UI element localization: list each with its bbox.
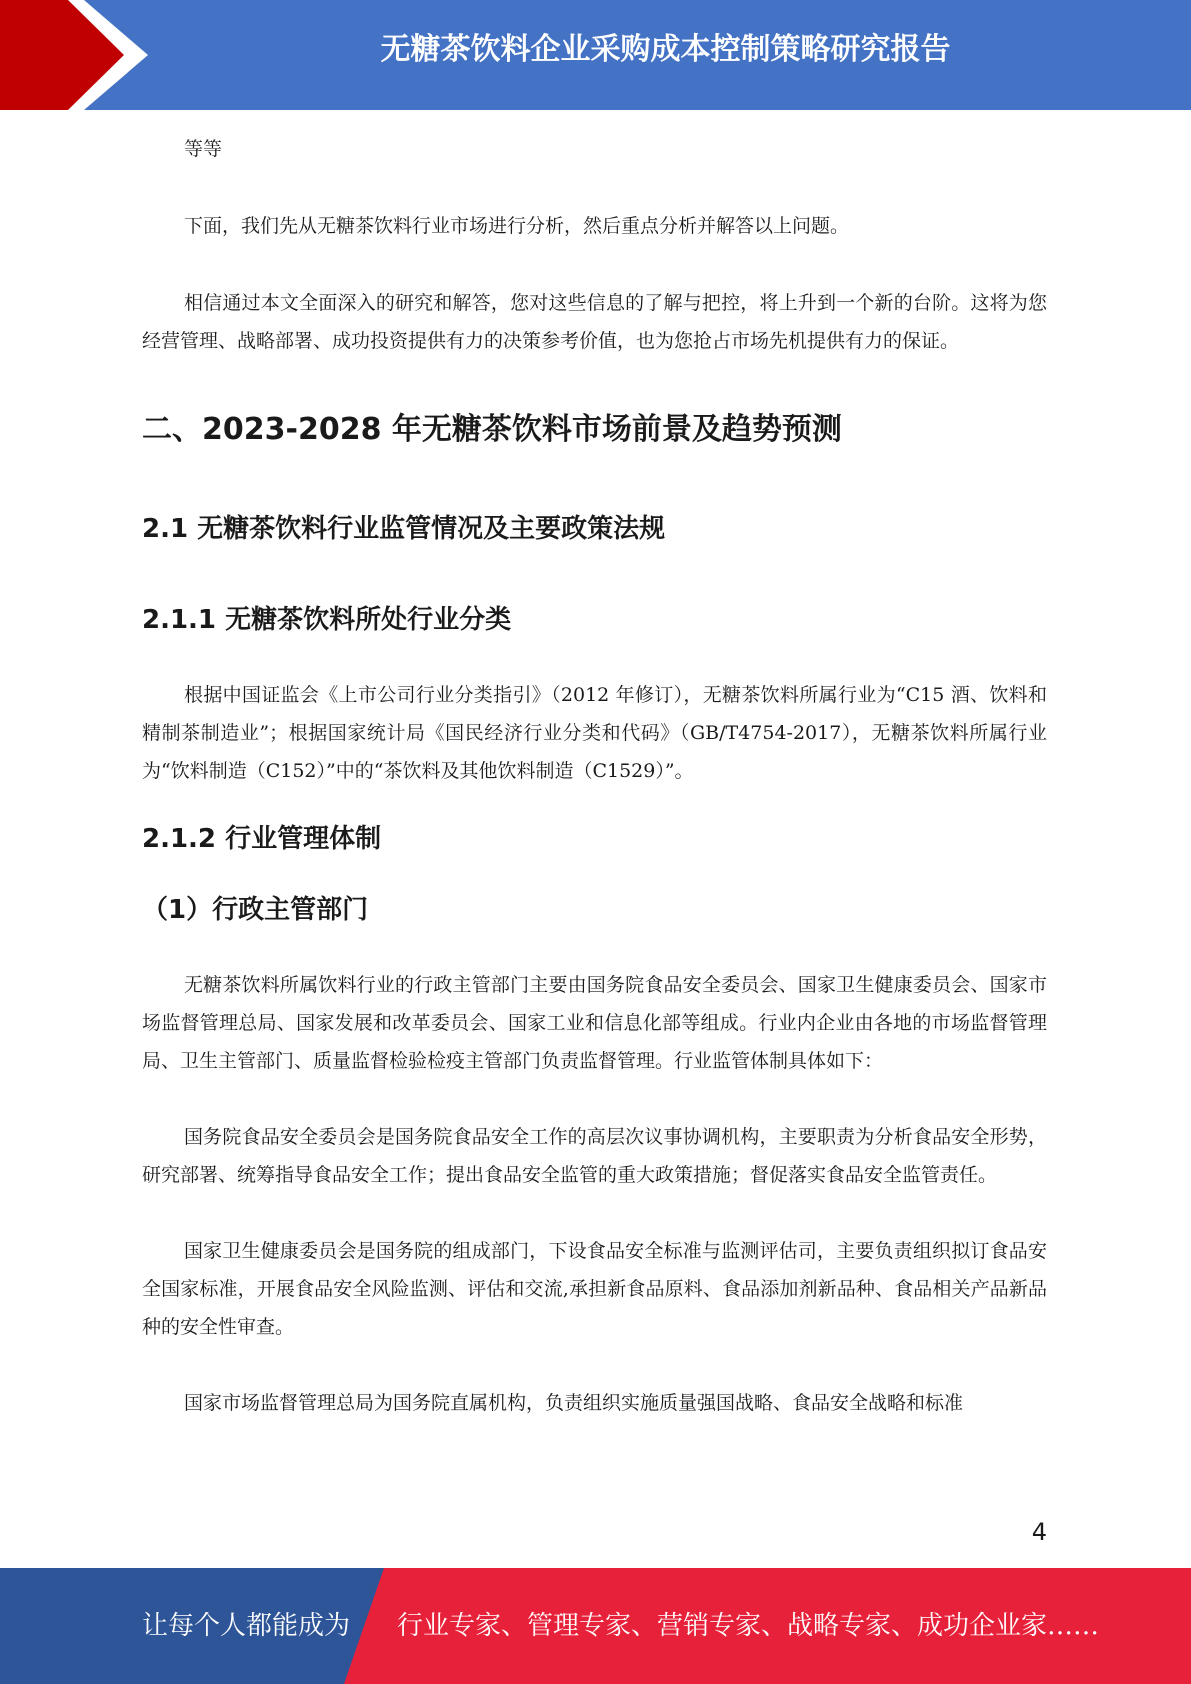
paragraph: 无糖茶饮料所属饮料行业的行政主管部门主要由国务院食品安全委员会、国家卫生健康委员会、国家市场监督管理总局、国家发展和改革委员会、国家工业和信息化部等组成。行业内企业由各地的市场监督管理局、卫生主管部门、质量监督检验检疫主管部门负责监督管理。行业监管体制具体如下： [142, 974, 1047, 1072]
paragraph: 国家市场监督管理总局为国务院直属机构，负责组织实施质量强国战略、食品安全战略和标准 [184, 1392, 964, 1414]
subheading: （1）行政主管部门 [142, 895, 369, 925]
page-footer [0, 1568, 1191, 1684]
paragraph: 根据中国证监会《上市公司行业分类指引》（2012 年修订），无糖茶饮料所属行业为“C15 酒、饮料和精制茶制造业”；根据国家统计局《国民经济行业分类和代码》（GB/T4754-2017），无糖茶饮料所属行业为“饮料制造（C152）”中的“茶饮料及其他饮料制造（C1529）”。 [142, 684, 1047, 782]
paragraph: 国务院食品安全委员会是国务院食品安全工作的高层次议事协调机构，主要职责为分析食品安全形势，研究部署、统筹指导食品安全工作；提出食品安全监管的重大政策措施；督促落实食品安全监管责任。 [142, 1126, 1047, 1186]
footer-slogan-right: 行业专家、管理专家、营销专家、战略专家、成功企业家…… [397, 1611, 1100, 1641]
section-heading: 2.1 无糖茶饮料行业监管情况及主要政策法规 [142, 514, 666, 544]
page-body [142, 130, 1047, 1422]
subsection-heading: 2.1.1 无糖茶饮料所处行业分类 [142, 605, 512, 635]
paragraph: 相信通过本文全面深入的研究和解答，您对这些信息的了解与把控，将上升到一个新的台阶。这将为您经营管理、战略部署、成功投资提供有力的决策参考价值，也为您抢占市场先机提供有力的保证。 [142, 292, 1047, 352]
paragraph: 等等 [184, 138, 223, 160]
report-title: 无糖茶饮料企业采购成本控制策略研究报告 [380, 32, 951, 67]
page-header [0, 0, 1191, 110]
paragraph: 下面，我们先从无糖茶饮料行业市场进行分析，然后重点分析并解答以上问题。 [184, 215, 850, 237]
paragraph: 国家卫生健康委员会是国务院的组成部门，下设食品安全标准与监测评估司，主要负责组织拟订食品安全国家标准，开展食品安全风险监测、评估和交流,承担新食品原料、食品添加剂新品种、食品相关产品新品种的安全性审查。 [142, 1240, 1047, 1338]
footer-slogan-left: 让每个人都能成为 [142, 1611, 351, 1641]
chapter-heading: 二、2023-2028 年无糖茶饮料市场前景及趋势预测 [142, 412, 842, 447]
page-number: 4 [1031, 1518, 1047, 1546]
header-chevron-decoration [0, 0, 160, 110]
subsection-heading: 2.1.2 行业管理体制 [142, 824, 382, 854]
